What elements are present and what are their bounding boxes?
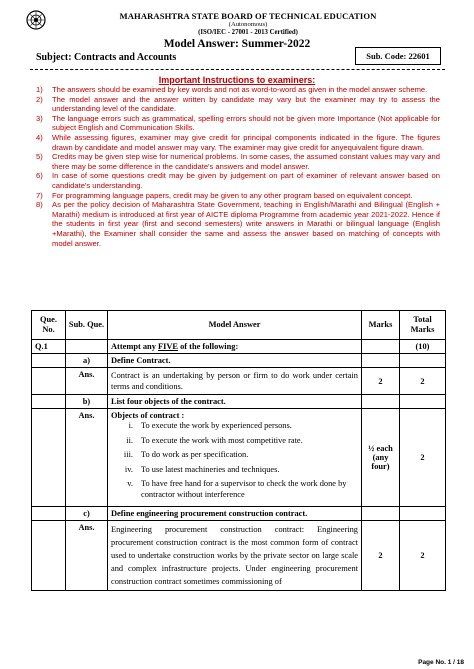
list-item: [111, 479, 358, 500]
ans-label: Ans.: [66, 521, 108, 591]
empty-cell: [362, 507, 400, 521]
instruction-item: [36, 95, 440, 114]
item-numeral: ii.: [126, 435, 133, 445]
item-numeral: iv.: [124, 464, 133, 474]
instruction-prefix: Attempt any: [111, 342, 158, 351]
empty-cell: [66, 340, 108, 354]
sub-question-b: b): [66, 395, 108, 409]
empty-cell: [362, 340, 400, 354]
objects-list: [111, 421, 358, 500]
total-b: 2: [400, 409, 446, 507]
instruction-item: [36, 191, 440, 201]
list-item: [111, 436, 358, 447]
list-item: [111, 450, 358, 461]
subject-label: Subject: Contracts and Accounts: [36, 52, 177, 63]
header-divider: [30, 69, 445, 70]
instruction-number: 6): [36, 171, 43, 181]
table-row: [32, 507, 446, 521]
item-text: To have free hand for a supervisor to check the work done by contractor without interference: [141, 479, 347, 499]
item-numeral: v.: [127, 479, 133, 488]
instruction-text: For programming language papers, credit may be given to any other program based on equivalent concept.: [52, 190, 413, 200]
answer-a-text: Contract is an undertaking by person or firm to do work under certain terms and conditions.: [108, 368, 362, 395]
page-number: Page No. 1 / 18: [418, 659, 464, 666]
header-marks: Marks: [362, 311, 400, 340]
objects-heading: Objects of contract :: [111, 411, 185, 420]
instruction-item: [36, 114, 440, 133]
item-text: To do work as per specification.: [141, 450, 249, 459]
item-text: To use latest machineries and techniques.: [141, 464, 280, 474]
msbte-logo: [26, 10, 46, 30]
empty-cell: [32, 507, 66, 521]
table-row: [32, 354, 446, 368]
instruction-number: 4): [36, 132, 43, 142]
table-row: [32, 521, 446, 591]
empty-cell: [32, 521, 66, 591]
instruction-text: As per the policy decision of Maharashtra State Government, teaching in English/Marathi and Bilingual (English + Marathi) medium is introduced at first year of AICTE diploma Programme from academic year 2021-2022. Hence if the students in first year (first and second semesters) write answers in Marathi or bilingual language (English +Marathi), the Examiner shall consider the same and assess the answer based on matching of concepts with model answer.: [52, 200, 440, 248]
empty-cell: [400, 354, 446, 368]
question-total: (10): [400, 340, 446, 354]
instruction-number: 3): [36, 113, 43, 123]
instruction-text: The language errors such as grammatical, spelling errors should not be given more Importance (Not applicable for subject English and Communication Skills.: [52, 113, 440, 133]
question-c-text: Define engineering procurement construction contract.: [108, 507, 362, 521]
item-text: To execute the work with most competitive rate.: [141, 435, 303, 445]
header-que-no: Que. No.: [32, 311, 66, 340]
answer-c-text: Engineering procurement construction contract: Engineering procurement construction contract is the most common form of contract used to undertake construction works by the private sector on large scale and complex infrastructure projects. Under engineering procurement construction contract sometimes commissioning of: [108, 521, 362, 591]
empty-cell: [32, 368, 66, 395]
item-text: To execute the work by experienced persons.: [141, 421, 292, 430]
empty-cell: [400, 395, 446, 409]
empty-cell: [362, 395, 400, 409]
marks-c: 2: [362, 521, 400, 591]
table-row: [32, 340, 446, 354]
instruction-number: 2): [36, 94, 43, 104]
marks-a: 2: [362, 368, 400, 395]
instruction-number: 5): [36, 152, 43, 162]
total-a: 2: [400, 368, 446, 395]
item-numeral: i.: [128, 421, 133, 430]
table-row: [32, 395, 446, 409]
instruction-number: 7): [36, 190, 43, 200]
instruction-item: [36, 200, 440, 248]
instruction-number: 1): [36, 85, 43, 94]
total-c: 2: [400, 521, 446, 591]
instruction-text: While assessing figures, examiner may give credit for principal components indicated in the figure. The figures drawn by candidate and model answer may vary. The examiner may give credit for anyequivalent figure drawn.: [52, 132, 440, 152]
instruction-text: In case of some questions credit may be given by judgement on part of examiner of relevant answer based on candidate's understanding.: [52, 171, 440, 190]
empty-cell: [362, 354, 400, 368]
page-title: Model Answer: Summer-2022: [163, 38, 311, 50]
empty-cell: [32, 395, 66, 409]
empty-cell: [32, 354, 66, 368]
instruction-text: Credits may be given step wise for numerical problems. In some cases, the assumed constant values may vary and there may be some difference in the candidate's answers and model answer.: [52, 152, 440, 171]
question-instruction: [108, 340, 362, 354]
instructions-heading: Important Instructions to examiners:: [158, 75, 316, 85]
header-total-marks: Total Marks: [400, 311, 446, 340]
instruction-suffix: of the following:: [178, 342, 239, 351]
iso-certification: (ISO/IEC - 27001 - 2013 Certified): [198, 29, 298, 36]
instruction-item: [36, 152, 440, 171]
answer-table: [31, 310, 446, 591]
item-numeral: iii.: [123, 450, 133, 459]
question-a-text: Define Contract.: [108, 354, 362, 368]
table-row: [32, 409, 446, 507]
table-header-row: [32, 311, 446, 340]
subject-code-box: Sub. Code: 22601: [355, 47, 441, 65]
empty-cell: [400, 507, 446, 521]
list-item: [111, 465, 358, 476]
instructions-list: [36, 85, 440, 248]
table-row: [32, 368, 446, 395]
board-name: MAHARASHTRA STATE BOARD OF TECHNICAL EDUCATION: [119, 11, 377, 21]
instruction-text: The answers should be examined by key words and not as word-to-word as given in the model answer scheme.: [52, 85, 428, 94]
autonomous-label: (Autonomous): [228, 21, 268, 28]
instruction-item: [36, 133, 440, 152]
list-item: [111, 421, 358, 432]
question-number: Q.1: [32, 340, 66, 354]
marks-b: ½ each (any four): [362, 409, 400, 507]
instruction-text: The model answer and the answer written by candidate may vary but the examiner may try to assess the understanding level of the candidate.: [52, 94, 440, 114]
ans-label: Ans.: [66, 409, 108, 507]
sub-question-a: a): [66, 354, 108, 368]
header-model-answer: Model Answer: [108, 311, 362, 340]
ans-label: Ans.: [66, 368, 108, 395]
sub-question-c: c): [66, 507, 108, 521]
header-sub-que: Sub. Que.: [66, 311, 108, 340]
question-b-text: List four objects of the contract.: [108, 395, 362, 409]
answer-b-cell: [108, 409, 362, 507]
instruction-item: [36, 171, 440, 190]
instruction-number: 8): [36, 200, 43, 210]
empty-cell: [32, 409, 66, 507]
instruction-item: [36, 85, 440, 95]
instruction-five: FIVE: [158, 342, 179, 351]
